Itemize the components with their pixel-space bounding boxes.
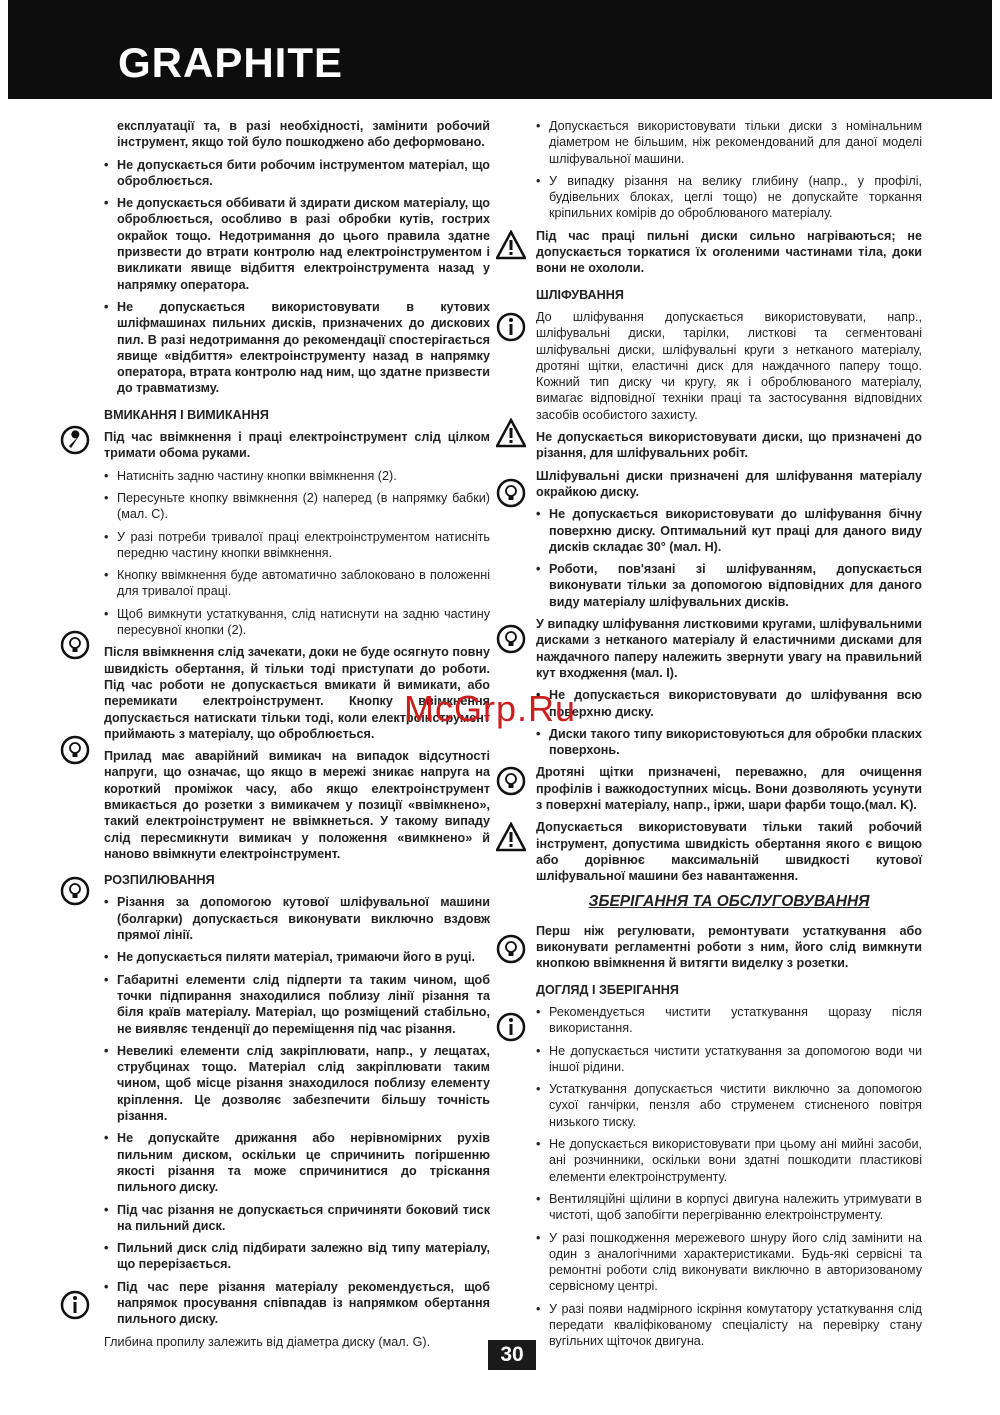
list-item: • Не допускається використовувати до шліфування всю поверхню диску. [536, 687, 922, 720]
paragraph: Глибина пропилу залежить від діаметра диску (мал. G). [104, 1334, 431, 1349]
info-icon [60, 1290, 90, 1320]
watermark: McGrp.Ru [404, 688, 577, 729]
list-item: • У разі появи надмірного іскріння комутатору устаткування слід передати кваліфікованому спеціалісту на перевірку стану вугільних щіточок двигуна. [536, 1301, 922, 1350]
list-item: • У випадку різання на велику глибину (напр., у профілі, будівельних блоках, цеглі тощо) не допускайте торкання кріпильних комірів до оброблюваного матеріалу. [536, 173, 922, 222]
paragraph: Перш ніж регулювати, ремонтувати устаткування або виконувати регламентні роботи з ним, його слід вимкнути кнопкою ввімкнення й витягти виделку з розетки. [536, 923, 922, 971]
list-item: • Під час пере різання матеріалу рекомендується, щоб напрямок просування співпадав із напрямком обертання пильного диску. [104, 1279, 490, 1328]
section-title-storage: ЗБЕРІГАННЯ ТА ОБСЛУГОВУВАННЯ [588, 893, 870, 911]
info-icon [496, 1012, 526, 1042]
paragraph: У випадку шліфування листковими кругами, шліфувальними дисками з нетканого матеріалу й еластичними дисками для наждачного паперу належить звернути увагу на правильний кут входження (мал. I). [536, 617, 922, 680]
list-item: • Вентиляційні щілини в корпусі двигуна належить утримувати в чистоті, щоб запобігти перегріванню електроінструменту. [536, 1191, 922, 1224]
list-item: • Не допускається оббивати й здирати диском матеріалу, що оброблюється, особливо в разі обробки кутів, гострих окрайок тощо. Недотримання до цього правила здатне призвести до втрати контролю над електроінструментом і викликати явище відбиття електроінструмента назад у напрямку оператора. [104, 195, 490, 293]
warning-icon [496, 822, 526, 852]
section-heading-cutting: РОЗПИЛЮВАННЯ [104, 873, 215, 888]
list-item: • Допускається використовувати тільки диски з номінальним діаметром не більшим, ніж рекомендований для даної моделі шліфувальної машини. [536, 118, 922, 167]
warning-icon [496, 230, 526, 260]
paragraph: Шліфувальні диски призначені для шліфування матеріалу окрайкою диску. [536, 468, 922, 499]
paragraph: Після ввімкнення слід зачекати, доки не буде осягнуто повну швидкість обертання, й тільки тоді приступати до роботи. Під час роботи не допускається вмикати й вимикати, або перемикати електроінструмент. Кнопку ввімкнення допускається натискати тільки тоді, коли електроінструмент приймають з матеріалу, що оброблюється. [104, 645, 490, 741]
paragraph: Прилад має аварійний вимикач на випадок відсутності напруги, що означає, що якщо в мережі зникає напруга на короткий проміжок часу, або якщо електроінструмент вмикається до розетки з вимикачем у позиції «ввімкнено», такий електроінструмент не ввімкнеться. У такому випаду слід пересмикнути вимикач у положення «вимкнено» й наново ввімкнути електроінструмент. [104, 749, 490, 861]
lightbulb-icon [60, 630, 90, 660]
lightbulb-icon [60, 876, 90, 906]
list-item: • У разі потреби тривалої праці електроінструментом натисніть передню частину кнопки ввімкнення. [104, 529, 490, 562]
warning-icon [496, 418, 526, 448]
paragraph: Допускається використовувати тільки такий робочий інструмент, допустима швидкість обертання якого є вищою або дорівнює максимальній швидкості кутової шліфувальної машини без навантаження. [536, 820, 922, 884]
lightbulb-icon [496, 766, 526, 796]
list-item: • Рекомендується чистити устаткування щоразу після використання. [536, 1004, 922, 1037]
list-item: • Не допускайте дрижання або нерівномірних рухів пильним диском, оскільки це спричинить погіршенню якості різання та може спричинитися до тріскання пильного диску. [104, 1130, 490, 1195]
paragraph: експлуатації та, в разі необхідності, замінити робочий інструмент, якщо той було пошкоджено або деформовано. [117, 119, 490, 150]
paragraph: До шліфування допускається використовувати, напр., шліфувальні диски, тарілки, листкові та сегментовані шліфувальні диски, шліфувальні круги з нетканого матеріалу, дротяні щітки, еластичні диск для наждачного паперу тощо. Кожний тип диску чи кругу, як і оброблюваного матеріалу, вимагає відповідної техніки праці та застосування відповідних засобів особистого захисту. [536, 309, 922, 422]
list-item: • Натисніть задню частину кнопки ввімкнення (2). [104, 468, 490, 484]
wrench-icon [60, 425, 90, 455]
list-item: • Різання за допомогою кутової шліфувальної машини (болгарки) допускається виконувати виключно вздовж прямої лінії. [104, 894, 490, 943]
paragraph: Дротяні щітки призначені, переважно, для очищення профілів і важкодоступних місць. Вони дозволяють усунути з поверхні матеріалу, напр., іржи, шари фарби тощо.(мал. K). [536, 765, 922, 812]
paragraph: Під час праці пильні диски сильно нагріваються; не допускається торкатися їх оголеними частинами тіла, доки вони не охололи. [536, 228, 922, 276]
section-heading-switching: ВМИКАННЯ І ВИМИКАННЯ [104, 407, 269, 422]
info-icon [496, 312, 526, 342]
header-bar [8, 0, 992, 99]
right-column [536, 118, 922, 1356]
list-item: • Устаткування допускається чистити виключно за допомогою сухої ганчірки, пензля або струменем стисненого повітря низького тиску. [536, 1081, 922, 1130]
list-item: • Пересуньте кнопку ввімкнення (2) наперед (в напрямку бабки) (мал. C). [104, 490, 490, 523]
list-item: • Пильний диск слід підбирати залежно від типу матеріалу, що перерізається. [104, 1240, 490, 1273]
section-heading-grinding: ШЛІФУВАННЯ [536, 287, 624, 302]
lightbulb-icon [496, 934, 526, 964]
lightbulb-icon [496, 624, 526, 654]
paragraph: Під час ввімкнення і праці електроінструмент слід цілком тримати обома руками. [104, 430, 490, 461]
lightbulb-icon [496, 478, 526, 508]
left-column [104, 118, 490, 1356]
list-item: • Не допускається пиляти матеріал, тримаючи його в руці. [104, 949, 490, 965]
list-item: • Не допускається використовувати до шліфування бічну поверхню диску. Оптимальний кут праці для даного виду дисків складає 30° (мал. H). [536, 506, 922, 555]
section-heading-care: ДОГЛЯД І ЗБЕРІГАННЯ [536, 982, 679, 997]
list-item: • Не допускається бити робочим інструментом матеріал, що оброблюється. [104, 157, 490, 190]
list-item: • Невеликі елементи слід закріплювати, напр., у лещатах, струбцинах тощо. Матеріал слід закріплювати таким чином, щоб місце різання знаходилося поблизу елементу кріплення. Це дозволяє забезпечити більшу точність різання. [104, 1043, 490, 1124]
list-item: • Диски такого типу використовуються для обробки пласких поверхонь. [536, 726, 922, 759]
list-item: • Роботи, пов'язані зі шліфуванням, допускається виконувати тільки за допомогою відповідних для даного виду матеріалу шліфувальних дисків. [536, 561, 922, 610]
lightbulb-icon [60, 735, 90, 765]
list-item: • Щоб вимкнути устаткування, слід натиснути на задню частину пересувної кнопки (2). [104, 606, 490, 639]
list-item: • Не допускається чистити устаткування за допомогою води чи іншої рідини. [536, 1043, 922, 1076]
page-number: 30 [488, 1340, 536, 1370]
list-item: • Під час різання не допускається спричиняти боковий тиск на пильний диск. [104, 1202, 490, 1235]
list-item: • Не допускається використовувати при цьому ані мийні засоби, ані розчинники, оскільки вони здатні пошкодити пластикові елементи електроінструменту. [536, 1136, 922, 1185]
list-item: • Кнопку ввімкнення буде автоматично заблоковано в положенні для тривалої праці. [104, 567, 490, 600]
graphite-logo: GRAPHITE [118, 39, 344, 86]
list-item: • Габаритні елементи слід підперти та таким чином, щоб точки підпирання знаходилися поблизу лінії різання та біля країв матеріалу. Матеріал, що розміщений стабільно, не виявляє тенденції до переміщення під час різання. [104, 972, 490, 1037]
list-item: • У разі пошкодження мережевого шнуру його слід замінити на один з аналогічними характеристиками. Будь-які сервісні та ремонтні роботи слід виконувати виключно в авторизованому сервісному центрі. [536, 1230, 922, 1295]
list-item: • Не допускається використовувати в кутових шліфмашинах пильних дисків, призначених до дискових пил. В разі недотримання до рекомендації спостерігається явище «відбиття» електроінструменту назад в напрямку оператора, втрата контролю над ним, що здатне призвести до травматизму. [104, 299, 490, 397]
paragraph: Не допускається використовувати диски, що призначені до різання, для шліфувальних робіт. [536, 430, 922, 461]
